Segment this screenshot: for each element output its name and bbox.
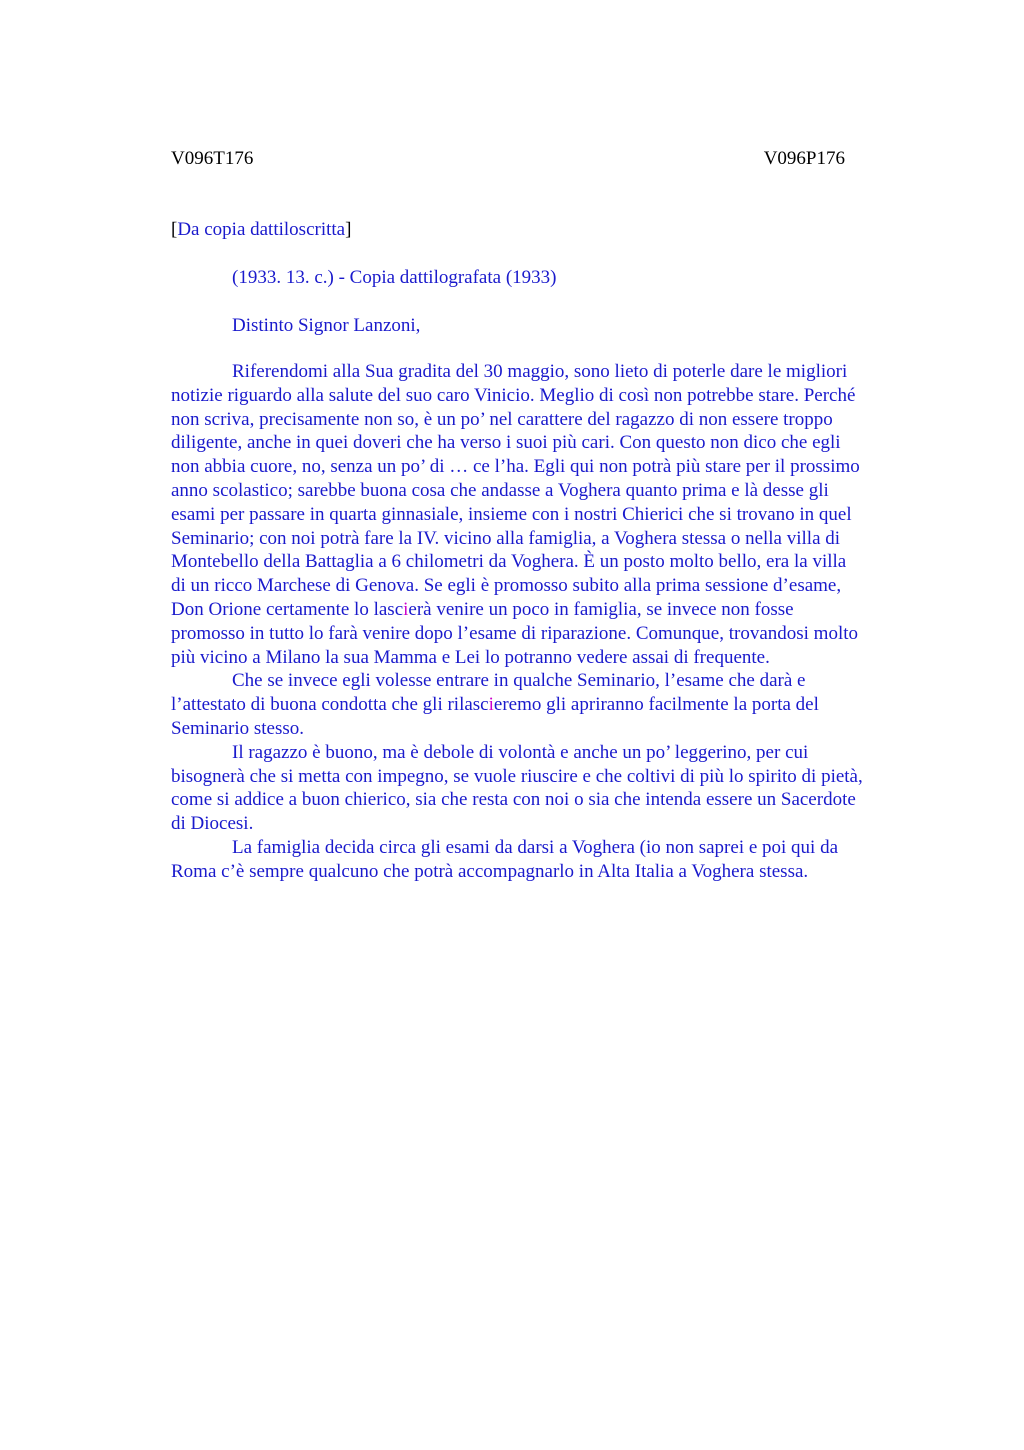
paragraph-2-line: Che se invece egli volesse entrare in qualche Seminario, l’esame che darà e (232, 670, 806, 692)
paragraph-1-line: più vicino a Milano la sua Mamma e Lei lo potranno vedere assai di frequente. (171, 646, 770, 668)
paragraph-2-line-highlighted (171, 693, 931, 717)
paragraph-3-line: Il ragazzo è buono, ma è debole di volontà e anche un po’ leggerino, per cui (232, 741, 809, 763)
paragraph-1-line: non scriva, precisamente non so, è un po’ nel carattere del ragazzo di non essere troppo (171, 408, 833, 430)
source-note-open-bracket: [ (171, 219, 178, 240)
paragraph-4-line: Roma c’è sempre qualcuno che potrà accompagnarlo in Alta Italia a Voghera stessa. (171, 860, 809, 882)
paragraph-2-line: Seminario stesso. (171, 717, 304, 739)
highlighted-character: i (488, 694, 494, 716)
paragraph-1-line: promosso in tutto lo farà venire dopo l’esame di riparazione. Comunque, trovandosi molto (171, 622, 859, 644)
paragraph-3-line: di Diocesi. (171, 813, 254, 835)
paragraph-3-line: bisognerà che si metta con impegno, se vuole riuscire e che coltivi di più lo spirito di pietà, (171, 765, 863, 787)
document-code-right: V096P176 (763, 148, 845, 169)
source-note-close-bracket: ] (345, 219, 352, 240)
line-text-after: erà venire un poco in famiglia, se invece non fosse (408, 598, 794, 620)
paragraph-1-line: Riferendomi alla Sua gradita del 30 maggio, sono lieto di poterle dare le migliori (232, 361, 848, 382)
salutation: Distinto Signor Lanzoni, (232, 315, 421, 336)
date-line: (1933. 13. c.) - Copia dattilografata (1933) (232, 267, 557, 288)
line-text-before: Don Orione certamente lo lasc (171, 598, 404, 620)
letter-body (171, 360, 931, 884)
paragraph-1-line: anno scolastico; sarebbe buona cosa che andasse a Voghera quanto prima e là desse gli (171, 479, 829, 501)
paragraph-1-line-highlighted (171, 598, 931, 622)
paragraph-1-line: non abbia cuore, no, senza un po’ di … ce l’ha. Egli qui non potrà più stare per il prossimo (171, 456, 860, 478)
paragraph-1-line: di un ricco Marchese di Genova. Se egli è promosso subito alla prima sessione d’esame, (171, 575, 842, 597)
paragraph-4-line: La famiglia decida circa gli esami da darsi a Voghera (io non saprei e poi qui da (232, 836, 839, 858)
paragraph-1-line: Montebello della Battaglia a 6 chilometri da Voghera. È un posto molto bello, era la villa (171, 551, 847, 573)
paragraph-3-line: come si addice a buon chierico, sia che resta con noi o sia che intenda essere un Sacerdote (171, 789, 856, 811)
paragraph-1-line: notizie riguardo alla salute del suo caro Vinicio. Meglio di così non potrebbe stare. Perché (171, 384, 856, 406)
paragraph-1-line: Seminario; con noi potrà fare la IV. vicino alla famiglia, a Voghera stessa o nella villa di (171, 527, 841, 549)
source-note-text: Da copia dattiloscritta (177, 219, 346, 240)
paragraph-1-line: diligente, anche in quei doveri che ha verso i suoi più cari. Con questo non dico che egli (171, 432, 841, 454)
paragraph-1-line: esami per passare in quarta ginnasiale, insieme con i nostri Chierici che si trovano in quel (171, 503, 852, 525)
document-code-left: V096T176 (171, 148, 254, 169)
line-text-before: l’attestato di buona condotta che gli rilasc (171, 694, 489, 716)
source-note (171, 217, 351, 243)
line-text-after: eremo gli apriranno facilmente la porta del (493, 694, 819, 716)
highlighted-character: i (403, 598, 409, 620)
page-header (171, 146, 845, 172)
